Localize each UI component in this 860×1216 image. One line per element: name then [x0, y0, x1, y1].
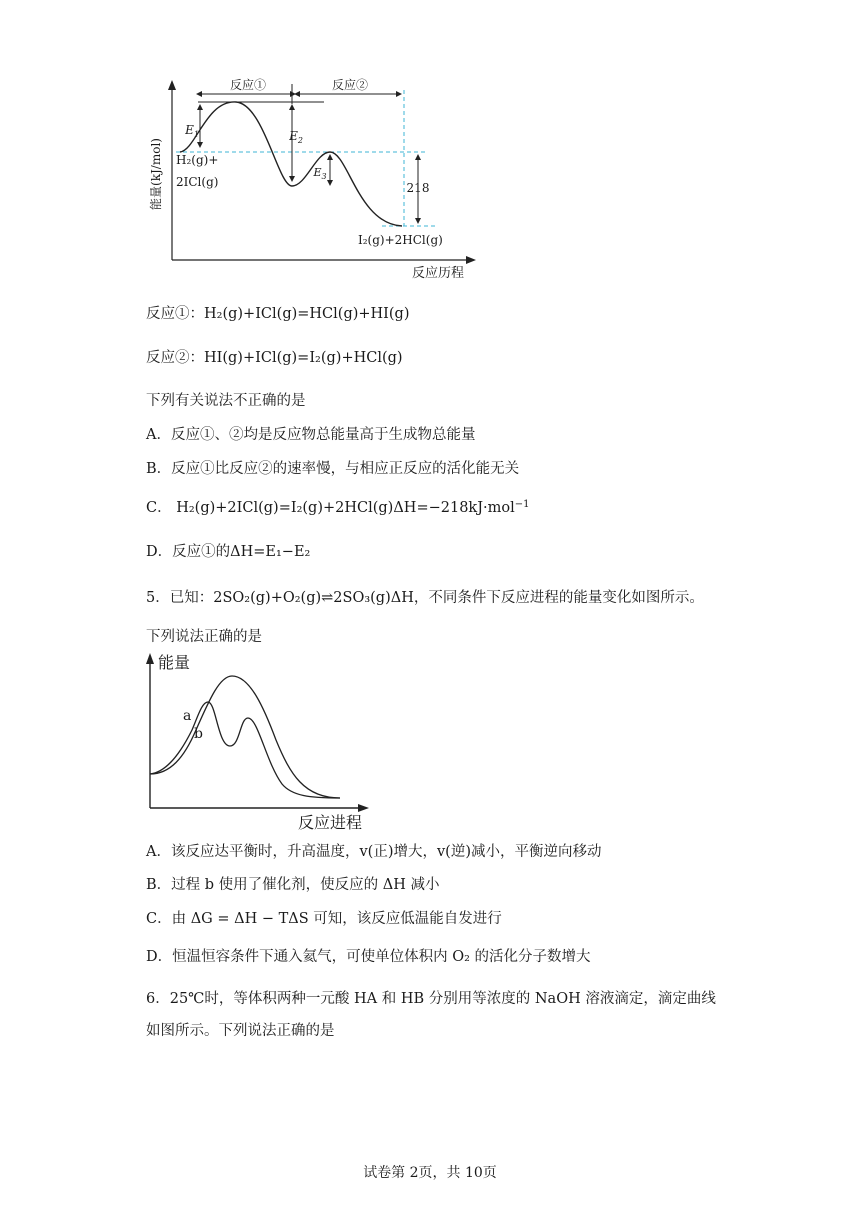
reaction1-label: 反应① [229, 78, 267, 92]
reaction2-label: 反应② [331, 78, 369, 92]
y-axis-label: 能量(kJ/mol) [149, 138, 163, 210]
q4-stem: 下列有关说法不正确的是 [146, 393, 306, 409]
fig2-y-arrow [146, 653, 154, 664]
equation-reaction2-prefix: 反应②： [146, 350, 204, 366]
equation-reaction1-prefix: 反应①： [146, 306, 204, 322]
q5-stem-line2: 下列说法正确的是 [146, 629, 262, 645]
q5-option-d: D．恒温恒容条件下通入氦气，可使单位体积内 O₂ 的活化分子数增大 [146, 949, 591, 965]
reactant-label-line2: 2ICl(g) [176, 175, 219, 189]
reactant-label-line1: H₂(g)+ [176, 153, 219, 167]
q5-stem-prefix: 5．已知： [146, 590, 214, 606]
fig2-x-arrow [358, 804, 369, 812]
e2-label: $E_2$ [289, 129, 303, 145]
e1-label: $E_1$ [185, 123, 199, 139]
equation-reaction2-text: HI(g)+ICl(g)=I₂(g)+HCl(g) [204, 350, 403, 366]
q4-option-c-equation: H₂(g)+2ICl(g)=I₂(g)+2HCl(g)ΔH=−218kJ·mol [176, 500, 515, 516]
equation-reaction1-text: H₂(g)+ICl(g)=HCl(g)+HI(g) [204, 306, 410, 322]
q4-option-d-prefix: D．反应①的 [146, 544, 231, 560]
q4-option-c [146, 496, 530, 517]
curve-a [150, 676, 340, 798]
equation-reaction1 [146, 302, 410, 323]
y-axis-arrow [168, 80, 176, 90]
delta-218-label: 218 [406, 181, 430, 195]
q5-stem-suffix: ，不同条件下反应进程的能量变化如图所示。 [413, 590, 704, 606]
q5-stem [146, 586, 704, 607]
x-axis-label: 反应历程 [411, 266, 465, 281]
q5-stem-equation: 2SO₂(g)+O₂(g)⇌2SO₃(g)ΔH [213, 590, 414, 606]
q4-option-d-equation: ΔH=E₁−E₂ [230, 544, 311, 560]
curve-b [150, 702, 340, 798]
q4-option-c-prefix: C． [146, 500, 172, 516]
q6-stem-line1: 6．25℃时，等体积两种一元酸 HA 和 HB 分别用等浓度的 NaOH 溶液滴定，滴定曲线 [146, 991, 716, 1007]
equation-reaction2 [146, 346, 403, 367]
product-label: I₂(g)+2HCl(g) [358, 233, 443, 247]
fig2-y-label: 能量 [158, 653, 191, 672]
q4-option-b: B．反应①比反应②的速率慢，与相应正反应的活化能无关 [146, 461, 520, 477]
fig2-x-label: 反应进程 [297, 813, 363, 830]
q5-option-b: B．过程 b 使用了催化剂，使反应的 ΔH 减小 [146, 877, 440, 893]
q5-option-a: A．该反应达平衡时，升高温度，v(正)增大，v(逆)减小，平衡逆向移动 [146, 844, 602, 860]
q4-option-a: A．反应①、②均是反应物总能量高于生成物总能量 [146, 427, 476, 443]
q5-option-c: C．由 ΔG = ΔH − TΔS 可知，该反应低温能自发进行 [146, 911, 502, 927]
energy-profile-figure-1 [140, 78, 480, 283]
q4-option-c-exponent: −1 [514, 499, 530, 510]
curve-b-label: b [194, 726, 203, 742]
x-axis-arrow [466, 256, 476, 264]
q4-option-d [146, 540, 310, 561]
energy-profile-figure-2 [140, 650, 380, 830]
page-footer: 试卷第 2页，共 10页 [363, 1165, 497, 1181]
curve-a-label: a [183, 708, 192, 724]
e3-label: $E_3$ [313, 166, 327, 181]
q6-stem-line2: 如图所示。下列说法正确的是 [146, 1023, 335, 1039]
